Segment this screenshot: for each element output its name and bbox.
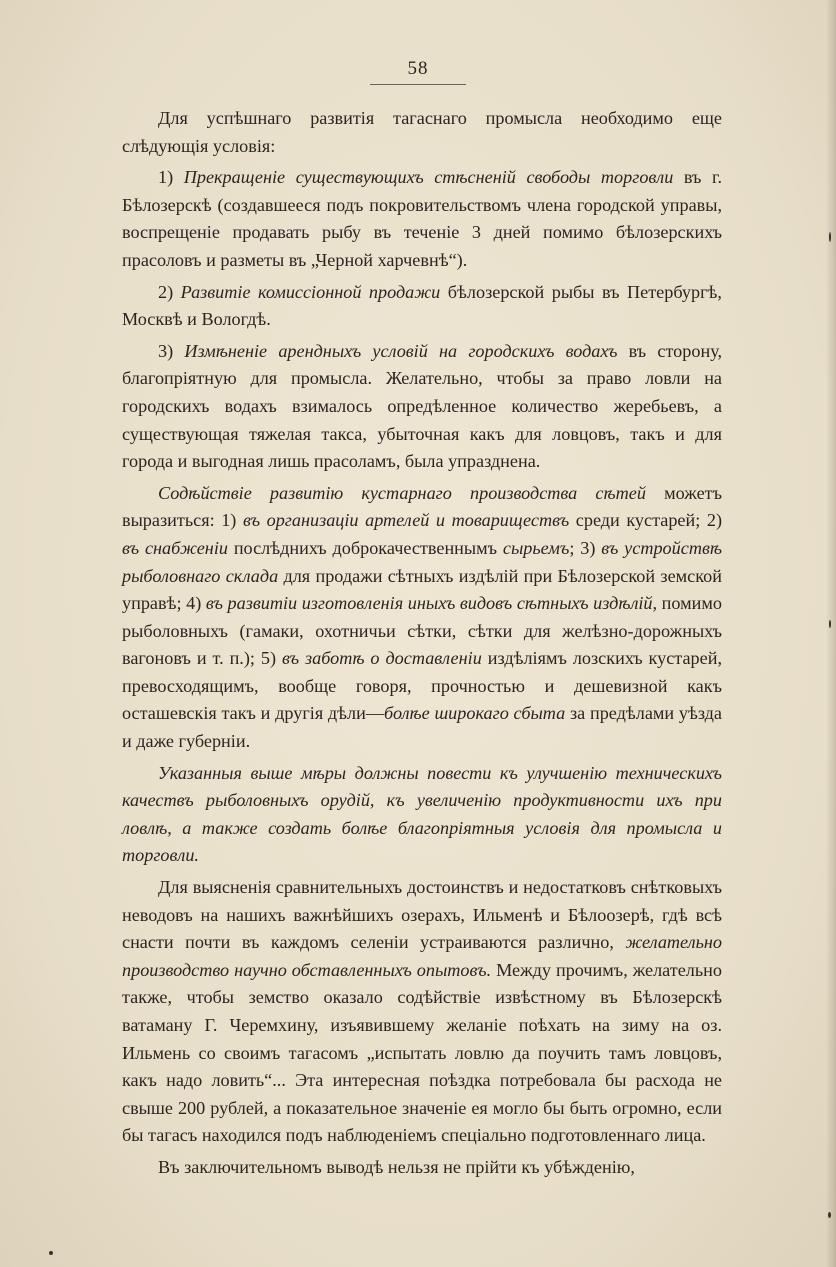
page-number: 58 (407, 58, 429, 79)
text-run: за предѣлами уѣзда и даже губерніи. (122, 703, 723, 752)
text-run: ; 3) (569, 537, 602, 558)
text-run: 1) (158, 167, 184, 188)
text-run: послѣднихъ доброкачественнымъ (227, 537, 503, 558)
text-run: въ сторону, благопріятную для промысла. Желательно, чтобы за право ловли на городскихъ водахъ взималось опредѣленное количество жеребьевъ, а существующая тяжелая такса, убыточная какъ для ловцовъ, такъ и для города и выгодная лишь прасоламъ, была упразднена. (122, 340, 723, 472)
italic-phrase: болѣе широкаго сбыта (384, 703, 566, 724)
header-rule (370, 84, 466, 85)
text-run: помимо рыболовныхъ (гамаки, охотничьи сѣтки, сѣтки для желѣзно-дорожныхъ вагоновъ и т. п.); 5) (122, 593, 722, 669)
text-run: Въ заключительномъ выводѣ нельзя не прійти къ убѣжденію, (158, 1156, 635, 1177)
italic-phrase: въ заботѣ о доставленіи (282, 648, 482, 669)
italic-phrase: въ устройствѣ рыболовнаго склада (122, 537, 722, 586)
text-run: Между прочимъ, желательно также, чтобы земство оказало содѣйствіе извѣстному въ Бѣлозерскѣ ватаману Г. Черемхину, изъявившему желаніе поѣхать на зиму на оз. Ильмень со своимъ тагасомъ „испытать ловлю да поучить тамъ ловцовъ, какъ надо ловить“... Эта интересная поѣздка потребовала бы расхода не свыше 200 рублей, а показательное значеніе ея могло бы быть огромно, если бы тагасъ находился подъ наблюденіемъ спеціально подготовленнаго лица. (122, 959, 722, 1146)
text-run: издѣліямъ лозскихъ кустарей, превосходящимъ, вообще говоря, прочностью и дешевизной какъ осташевскія такъ и другія дѣли— (122, 648, 722, 724)
italic-phrase: Измѣненіе арендныхъ условій на городскихъ водахъ (184, 340, 618, 361)
italic-phrase: Прекращеніе существующихъ стѣсненій свободы торговли (183, 167, 674, 188)
paragraph-p1 (122, 105, 722, 160)
italic-phrase: въ организаціи артелей и товариществъ (242, 510, 570, 531)
page-edge-shadow (826, 0, 836, 1267)
text-run: Для успѣшнаго развитія тагаснаго промысла необходимо еще слѣдующія условія: (122, 108, 722, 156)
paragraph-p3 (122, 279, 722, 334)
text-run: для продажи сѣтныхъ издѣлій при Бѣлозерской земской управѣ; 4) (122, 565, 722, 614)
italic-phrase: Развитіе комиссіонной продажи (180, 281, 441, 302)
text-run: бѣлозерской рыбы въ Петербургѣ, Москвѣ и Вологдѣ. (122, 281, 722, 330)
text-run: 2) (158, 281, 181, 302)
paragraph-p8 (122, 1154, 722, 1182)
italic-phrase: желательно производство научно обставленныхъ опытовъ. (122, 932, 722, 980)
italic-phrase: въ развитіи изготовленія иныхъ видовъ сѣтныхъ издѣлій, (205, 593, 658, 614)
paragraph-p5 (122, 480, 722, 756)
body-text (122, 105, 722, 1182)
ink-speck (829, 232, 831, 242)
italic-phrase: Указанныя выше мѣры должны повести къ улучшенію техническихъ качествъ рыболовныхъ орудій, къ увеличенію продуктивности ихъ при ловлѣ, а также создать болѣе благопріятныя условія для промысла и торговли. (122, 762, 722, 866)
italic-phrase: сырьемъ (502, 537, 570, 558)
page-header (0, 58, 836, 85)
ink-speck (49, 1251, 53, 1255)
paragraph-p7 (122, 874, 722, 1150)
paragraph-p2 (122, 164, 722, 274)
ink-speck (828, 1212, 831, 1218)
text-run: Для выясненія сравнительныхъ достоинствъ и недостатковъ снѣтковыхъ неводовъ на нашихъ важнѣйшихъ озерахъ, Ильменѣ и Бѣлоозерѣ, гдѣ всѣ снасти почти въ каждомъ селеніи устраиваются различно, (122, 877, 722, 953)
paragraph-p6 (122, 760, 722, 870)
paragraph-p4 (122, 338, 722, 476)
italic-phrase: Содѣйствіе развитію кустарнаго производства сѣтей (158, 482, 646, 503)
text-run: можетъ выразиться: 1) (122, 482, 722, 531)
text-run: 3) (158, 340, 185, 361)
ink-speck (829, 620, 831, 628)
italic-phrase: въ снабженіи (122, 537, 228, 558)
text-run: среди кустарей; 2) (569, 510, 723, 531)
text-run: въ г. Бѣлозерскѣ (создавшееся подъ покровительствомъ члена городской управы, воспрещеніе продавать рыбу въ теченіе 3 дней помимо бѣлозерскихъ прасоловъ и разметы въ „Черной харчевнѣ“). (122, 167, 722, 270)
